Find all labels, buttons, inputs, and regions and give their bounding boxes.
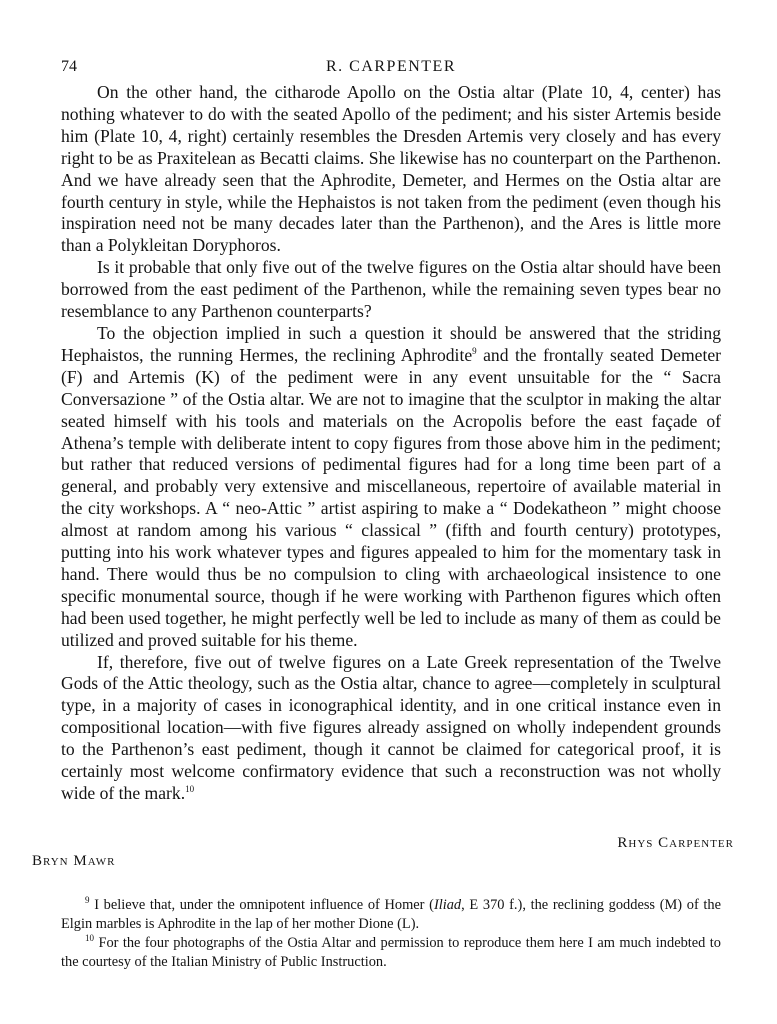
paragraph-2: Is it probable that only five out of the twelve figures on the Ostia altar should have been borrowed from the east pediment of the Parthenon, while the remaining seven types bear no resemblance to any Parthenon counterparts? [61, 257, 721, 322]
page [61, 56, 721, 805]
paragraph-3: To the objection implied in such a question it should be answered that the striding Hephaistos, the running Hermes, the reclining Aphrodite$^9$ and the frontally seated Demeter (F) and Artemis (K) of the pediment were in any event unsuitable for the “ Sacra Conversazione ” of the Ostia altar. We are not to imagine that the sculptor in making the altar seated himself with his tools and materials on the Acropolis before the east façade of Athena’s temple with deliberate intent to copy figures from those above him in the pediment; but rather that reduced versions of pedimental figures had for a long time been part of a general, and probably very extensive and miscellaneous, repertoire of available material in the city workshops. A “ neo-Attic ” artist aspiring to make a “ Dodekatheon ” might choose almost at random among his various “ classical ” (fifth and fourth century) prototypes, putting into his work whatever types and figures appealed to him for the momentary task in hand. There would thus be no compulsion to cling with archaeological insistence to one specific monumental source, though if he were working with Parthenon figures which often had been used together, he might perfectly well be led to include as many of them as could be utilized and proved suitable for his theme. [61, 322, 721, 650]
footnote-ref-10[interactable]: 10 [185, 784, 195, 795]
page-number: 74 [61, 58, 77, 75]
footnote-ref-9[interactable]: 9 [472, 346, 477, 357]
paragraph-1: On the other hand, the citharode Apollo on the Ostia altar (Plate 10, 4, center) has nothing whatever to do with the seated Apollo of the pediment; and his sister Artemis beside him (Plate 10, 4, right) certainly resembles the Dresden Artemis very closely and has every right to be as Praxitelean as Becatti claims. She likewise has no counterpart on the Parthenon. And we have already seen that the Aphrodite, Demeter, and Hermes on the Ostia altar are fourth century in style, while the Hephaistos is not taken from the pediment (even though his inspiration need not be many decades later than the Parthenon), and the Ares is little more than a Polykleitan Doryphoros. [61, 82, 721, 256]
author-signature: Rhys Carpenter [617, 835, 734, 851]
body-text [61, 82, 721, 805]
footnote-9: $^9$ I believe that, under the omnipotent influence of Homer (Iliad, E 370 f.), the reclining goddess (M) of the Elgin marbles is Aphrodite in the lap of her mother Dione (L). [61, 895, 721, 932]
running-header [61, 56, 721, 82]
author-location: Bryn Mawr [32, 853, 116, 869]
footnote-10: $^{10}$ For the four photographs of the Ostia Altar and permission to reproduce them here I am much indebted to the courtesy of the Italian Ministry of Public Instruction. [61, 933, 721, 970]
paragraph-4: If, therefore, five out of twelve figures on a Late Greek representation of the Twelve Gods of the Attic theology, such as the Ostia altar, chance to agree—completely in sculptural type, in a majority of cases in iconographical identity, and in one critical instance even in compositional location—with five figures already assigned on wholly independent grounds to the Parthenon’s east pediment, though it cannot be claimed for categorical proof, it is certainly most welcome confirmatory evidence that such a reconstruction was not wholly wide of the mark.$^{10}$ [61, 651, 721, 803]
running-head-author: R. CARPENTER [325, 58, 456, 75]
footnotes [61, 896, 721, 972]
